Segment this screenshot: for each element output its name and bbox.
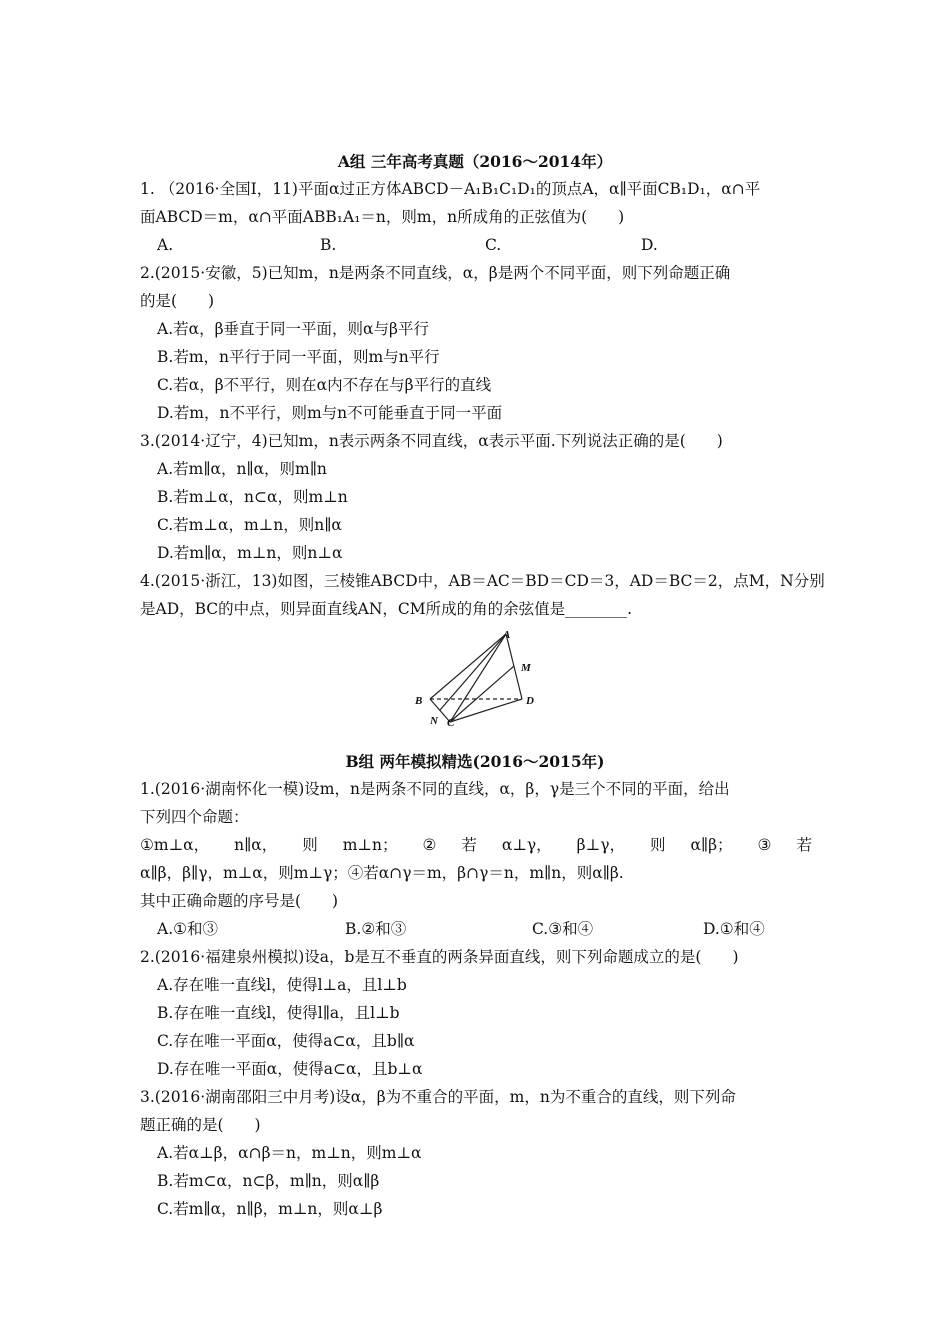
edge-ab	[430, 634, 506, 699]
b-q1-l3-part: ①m⊥α，	[140, 836, 210, 854]
b-q1-l3-part: 则	[302, 836, 318, 854]
vertex-label-d: D	[526, 695, 534, 707]
a-q1-line1: 1. （2016·全国Ⅰ，11)平面α过正方体ABCD－A₁B₁C₁D₁的顶点A，α∥平面CB₁D₁，α∩平	[140, 180, 761, 198]
b-q1-option-d: D.①和④	[703, 920, 765, 938]
a-q3-option-b: B.若m⊥α，n⊂α，则m⊥n	[157, 488, 348, 506]
a-q2-option-c: C.若α，β不平行，则在α内不存在与β平行的直线	[157, 376, 492, 394]
b-q1-line2: 下列四个命题：	[140, 808, 249, 826]
edge-cd	[450, 699, 522, 722]
a-q4-line1: 4.(2015·浙江，13)如图，三棱锥ABCD中，AB＝AC＝BD＝CD＝3，AD＝BC＝2，点M，N分别	[140, 572, 825, 590]
vertex-label-c: C	[447, 717, 455, 726]
point-label-m: M	[521, 662, 531, 674]
a-q1-option-c: C.	[485, 236, 502, 254]
a-q2-option-b: B.若m，n平行于同一平面，则m与n平行	[157, 348, 440, 366]
b-q1-line3	[140, 834, 812, 856]
b-q1-l3-part: 若	[461, 836, 477, 854]
b-q1-l3-part: α∥β；	[690, 836, 733, 854]
vertex-label-b: B	[415, 695, 423, 707]
b-q2-option-d: D.存在唯一平面α，使得a⊂α，且b⊥α	[157, 1060, 423, 1078]
b-q3-option-b: B.若m⊂α，n⊂β，m∥n，则α∥β	[157, 1172, 380, 1190]
section-a-title: A组 三年高考真题（2016～2014年）	[337, 152, 613, 171]
a-q1-option-a: A.	[157, 236, 174, 254]
b-q1-option-c: C.③和④	[532, 920, 594, 938]
a-q2-line2: 的是( )	[140, 292, 215, 310]
b-q1-l3-part: 若	[796, 836, 812, 854]
a-q2-option-a: A.若α，β垂直于同一平面，则α与β平行	[157, 320, 429, 338]
b-q3-option-a: A.若α⊥β，α∩β＝n，m⊥n，则m⊥α	[157, 1144, 422, 1162]
b-q2-option-c: C.存在唯一平面α，使得a⊂α，且b∥α	[157, 1032, 415, 1050]
b-q1-l3-part: 则	[649, 836, 666, 854]
section-b-title: B组 两年模拟精选(2016～2015年)	[345, 752, 605, 771]
b-q1-l3-part: ②	[422, 836, 437, 854]
a-q1-option-b: B.	[320, 236, 337, 254]
b-q1-option-b: B.②和③	[345, 920, 407, 938]
a-q3-option-c: C.若m⊥α，m⊥n，则n∥α	[157, 516, 342, 534]
b-q1-line4: α∥β，β∥γ，m⊥α，则m⊥γ；④若α∩γ＝m，β∩γ＝n，m∥n，则α∥β.	[140, 864, 624, 882]
b-q3-option-c: C.若m∥α，n∥β，m⊥n，则α⊥β	[157, 1200, 383, 1218]
tetrahedron-figure	[410, 628, 546, 726]
b-q1-l3-part: β⊥γ，	[576, 836, 625, 854]
a-q1-option-d: D.	[641, 236, 658, 254]
b-q1-line1: 1.(2016·湖南怀化一模)设m，n是两条不同的直线，α，β，γ是三个不同的平面，给出	[140, 780, 730, 798]
a-q1-line2: 面ABCD＝m，α∩平面ABB₁A₁＝n，则m，n所成角的正弦值为( )	[140, 208, 625, 226]
b-q1-option-a: A.①和③	[157, 920, 219, 938]
a-q2-option-d: D.若m，n不平行，则m与n不可能垂直于同一平面	[157, 404, 503, 422]
b-q1-l3-part: α⊥γ，	[501, 836, 552, 854]
b-q1-l3-part: m⊥n；	[342, 836, 398, 854]
b-q3-line2: 题正确的是( )	[140, 1116, 261, 1134]
a-q3-option-d: D.若m∥α，m⊥n，则n⊥α	[157, 544, 343, 562]
a-q3-line1: 3.(2014·辽宁，4)已知m，n表示两条不同直线，α表示平面.下列说法正确的是( )	[140, 432, 723, 450]
point-label-n: N	[430, 715, 438, 726]
a-q2-line1: 2.(2015·安徽，5)已知m，n是两条不同直线，α，β是两个不同平面，则下列命题正确	[140, 264, 731, 282]
vertex-label-a: A	[503, 629, 511, 641]
b-q1-l3-part: n∥α，	[234, 836, 278, 854]
b-q2-option-a: A.存在唯一直线l，使得l⊥a，且l⊥b	[157, 976, 407, 994]
b-q1-line5: 其中正确命题的序号是( )	[140, 892, 339, 910]
a-q3-option-a: A.若m∥α，n∥α，则m∥n	[157, 460, 327, 478]
b-q1-l3-part: ③	[757, 836, 772, 854]
a-q4-line2: 是AD，BC的中点，则异面直线AN，CM所成的角的余弦值是________.	[140, 600, 633, 618]
b-q2-line1: 2.(2016·福建泉州模拟)设a，b是互不垂直的两条异面直线，则下列命题成立的是( )	[140, 948, 739, 966]
b-q3-line1: 3.(2016·湖南邵阳三中月考)设α，β为不重合的平面，m，n为不重合的直线，则下列命	[140, 1088, 736, 1106]
edge-ac	[450, 634, 506, 722]
b-q2-option-b: B.存在唯一直线l，使得l∥a，且l⊥b	[157, 1004, 400, 1022]
